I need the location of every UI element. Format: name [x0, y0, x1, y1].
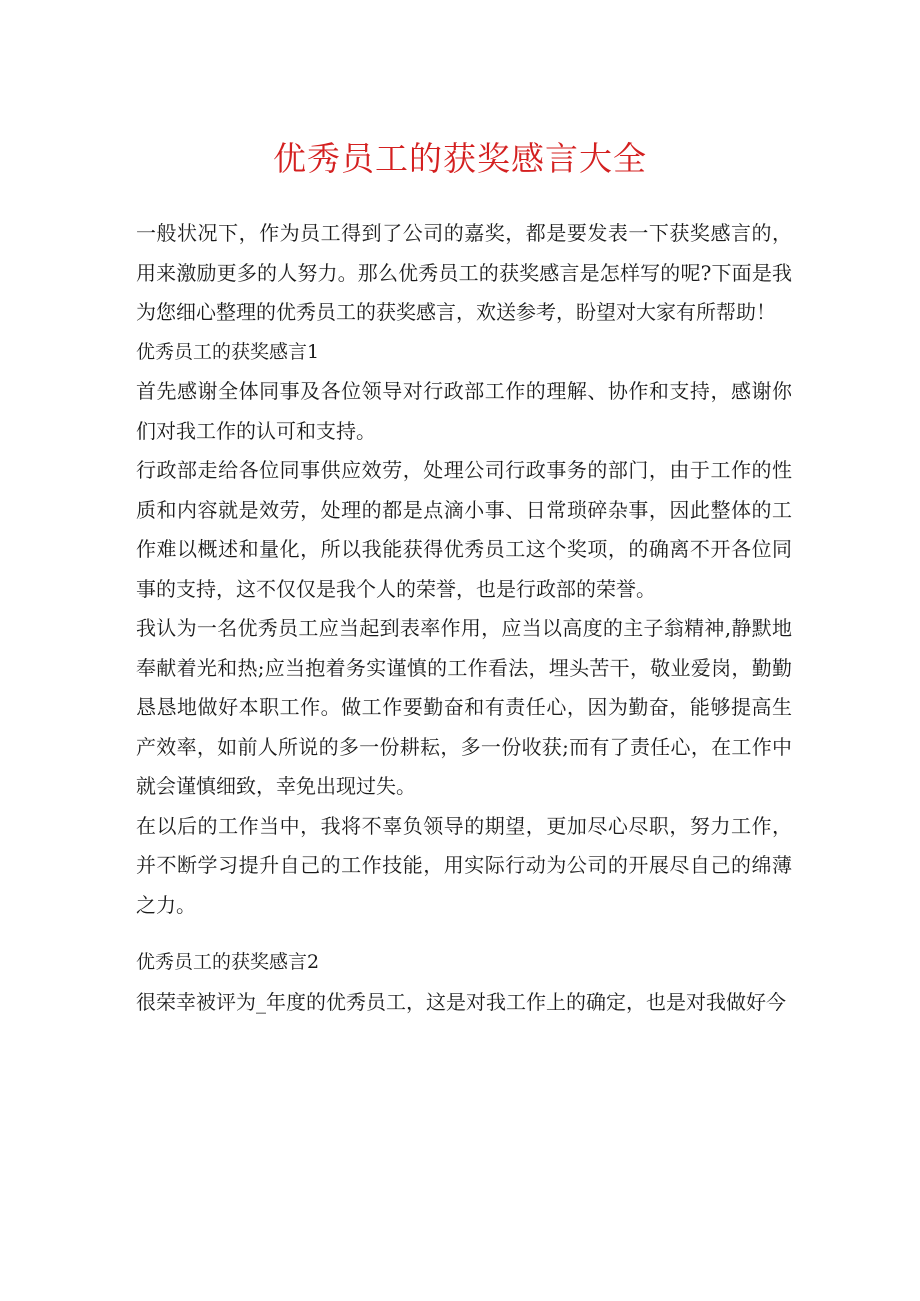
document-title: 优秀员工的获奖感言大全 — [273, 139, 647, 178]
section-2-heading: 优秀员工的获奖感言2 — [136, 951, 320, 973]
section-2-paragraph-1: 很荣幸被评为_年度的优秀员工，这是对我工作上的确定，也是对我做好今 — [136, 989, 786, 1014]
section-1-paragraph-3: 我认为一名优秀员工应当起到表率作用，应当以高度的主子翁精神,静默地奉献着光和热;应当抱着务实谨慎的工作看法，埋头苦干，敬业爱岗，勤勤恳恳地做好本职工作。做工作要勤奋和有责任心，因为勤奋，能够提高生产效率，如前人所说的多一份耕耘，多一份收获;而有了责任心，在工作中就会谨慎细致，幸免出现过失。 — [136, 616, 792, 798]
section-1-paragraph-4: 在以后的工作当中，我将不辜负领导的期望，更加尽心尽职，努力工作，并不断学习提升自己的工作技能，用实际行动为公司的开展尽自己的绵薄之力。 — [136, 813, 792, 917]
section-1-heading: 优秀员工的获奖感言1 — [136, 340, 320, 363]
section-1-paragraph-1: 首先感谢全体同事及各位领导对行政部工作的理解、协作和支持，感谢你们对我工作的认可和支持。 — [136, 379, 792, 443]
intro-paragraph: 一般状况下，作为员工得到了公司的嘉奖，都是要发表一下获奖感言的，用来激励更多的人努力。那么优秀员工的获奖感言是怎样写的呢?下面是我为您细心整理的优秀员工的获奖感言，欢送参考，盼望对大家有所帮助！ — [136, 221, 792, 324]
document-body — [136, 214, 792, 1022]
section-1-paragraph-2: 行政部走给各位同事供应效劳，处理公司行政事务的部门，由于工作的性质和内容就是效劳，处理的都是点滴小事、日常琐碎杂事，因此整体的工作难以概述和量化，所以我能获得优秀员工这个奖项，的确离不开各位同事的支持，这不仅仅是我个人的荣誉，也是行政部的荣誉。 — [136, 458, 792, 601]
